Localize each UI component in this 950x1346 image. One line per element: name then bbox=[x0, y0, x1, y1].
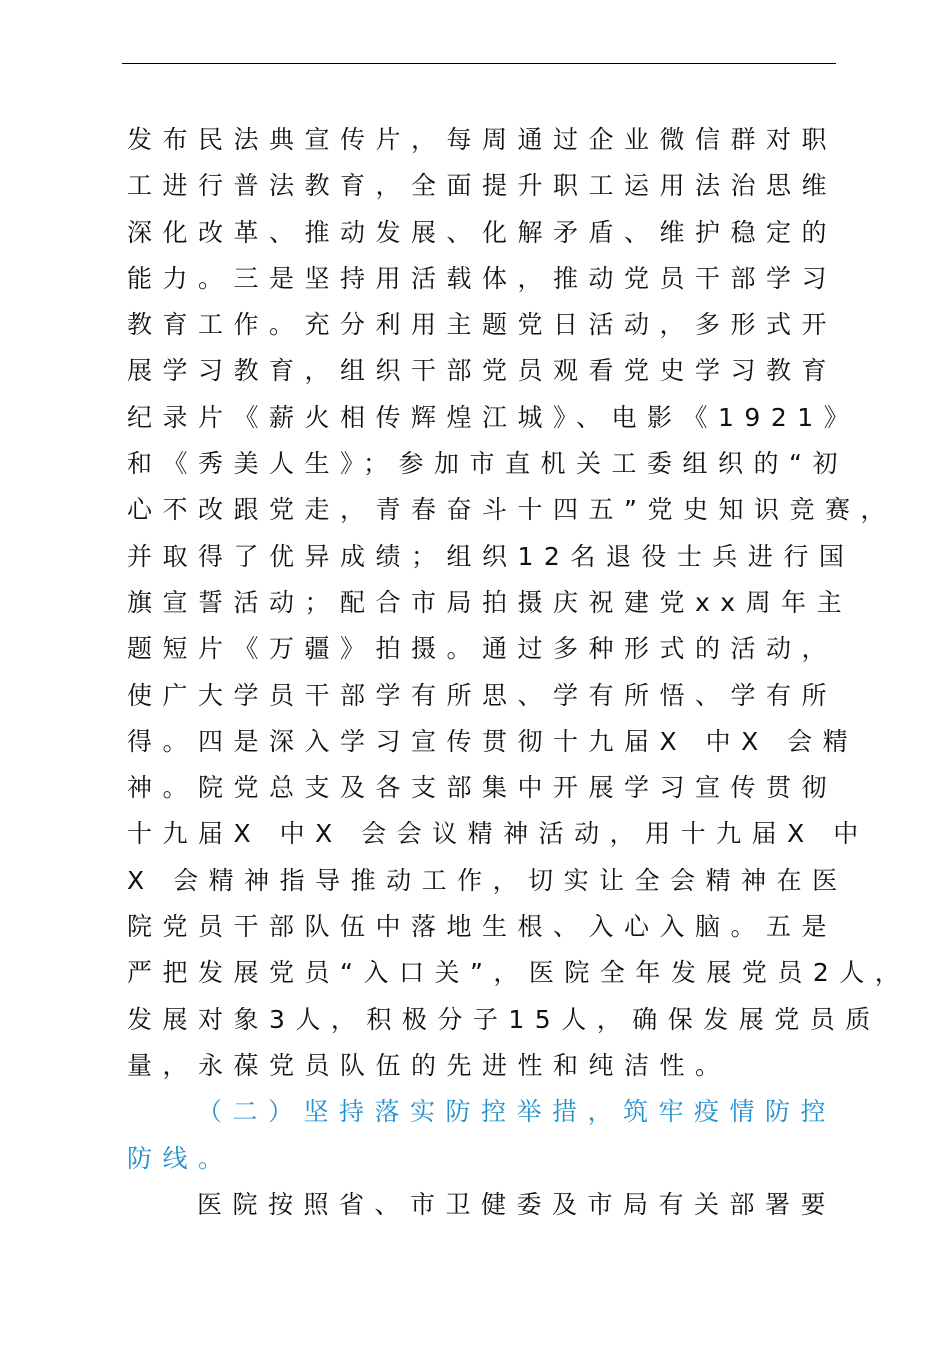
text-line: 心不改跟党走，青春奋斗十四五”党史知识竞赛， bbox=[127, 495, 896, 525]
text-line: 能力。三是坚持用活载体，推动党员干部学习 bbox=[127, 263, 838, 293]
text-line: 展学习教育，组织干部党员观看党史学习教育 bbox=[127, 356, 838, 386]
section-heading-line: （二）坚持落实防控举措，筑牢疫情防控 bbox=[197, 1097, 837, 1127]
text-line: 纪录片《薪火相传辉煌江城》、电影《1921》 bbox=[127, 402, 860, 432]
text-line: 院党员干部队伍中落地生根、入心入脑。五是 bbox=[127, 912, 838, 942]
text-line: 神。院党总支及各支部集中开展学习宣传贯彻 bbox=[127, 773, 838, 803]
text-line: 十九届X 中X 会会议精神活动，用十九届X 中 bbox=[127, 819, 869, 849]
text-line: 发布民法典宣传片，每周通过企业微信群对职 bbox=[127, 125, 838, 154]
text-line: 并取得了优异成绩；组织12名退役士兵进行国 bbox=[127, 541, 855, 571]
text-line: 量，永葆党员队伍的先进性和纯洁性。 bbox=[127, 1050, 731, 1080]
text-line: 教育工作。充分利用主题党日活动，多形式开 bbox=[127, 310, 838, 340]
text-line: 医院按照省、市卫健委及市局有关部署要 bbox=[197, 1189, 837, 1219]
section-heading bbox=[127, 1089, 837, 1182]
text-line: 发展对象3人，积极分子15人，确保发展党员质 bbox=[127, 1004, 881, 1034]
paragraph bbox=[127, 117, 911, 1089]
document-body bbox=[127, 117, 911, 1228]
paragraph bbox=[127, 1182, 837, 1228]
text-line: 严把发展党员“入口关”，医院全年发展党员2人， bbox=[127, 958, 911, 988]
text-line: 工进行普法教育，全面提升职工运用法治思维 bbox=[127, 171, 838, 201]
text-line: 旗宣誓活动；配合市局拍摄庆祝建党xx周年主 bbox=[127, 587, 853, 617]
text-line: 和《秀美人生》；参加市直机关工委组织的“初 bbox=[127, 449, 848, 479]
section-heading-line: 防线。 bbox=[127, 1143, 234, 1173]
text-line: 深化改革、推动发展、化解矛盾、维护稳定的 bbox=[127, 217, 838, 247]
text-line: 得。四是深入学习宣传贯彻十九届X 中X 会精 bbox=[127, 726, 859, 756]
text-line: X 会精神指导推动工作，切实让全会精神在医 bbox=[127, 865, 848, 895]
text-line: 使广大学员干部学有所思、学有所悟、学有所 bbox=[127, 680, 838, 710]
header-rule bbox=[122, 63, 836, 64]
text-line: 题短片《万疆》拍摄。通过多种形式的活动， bbox=[127, 634, 838, 664]
